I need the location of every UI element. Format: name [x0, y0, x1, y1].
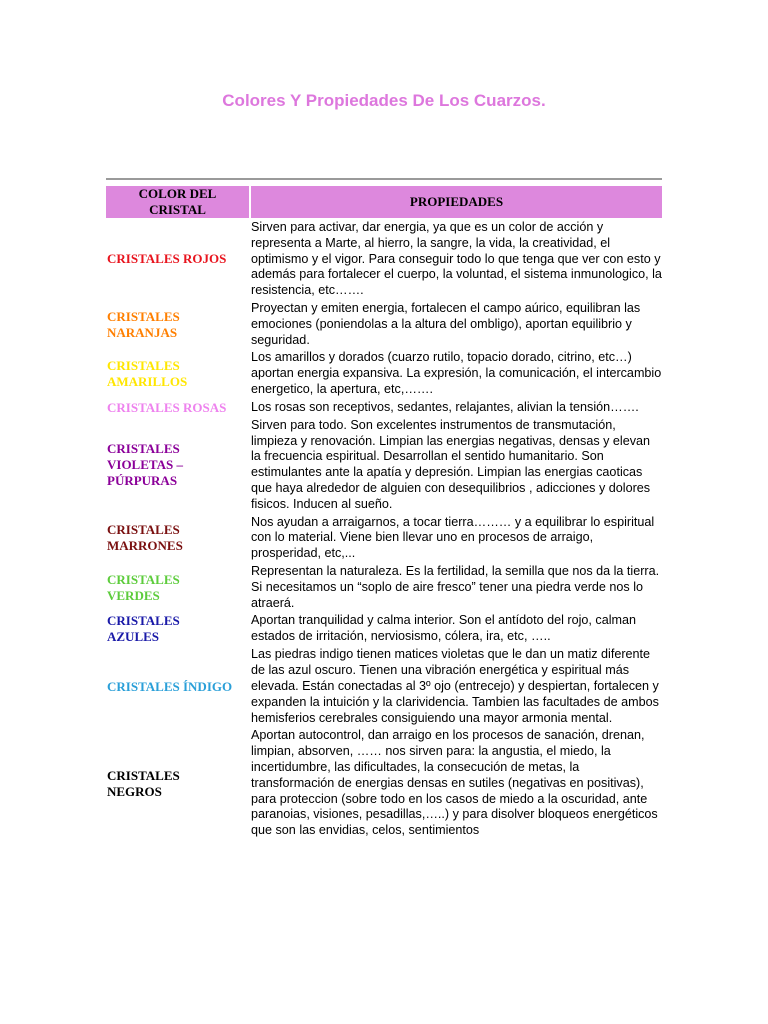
crystal-properties: Los amarillos y dorados (cuarzo rutilo, topacio dorado, citrino, etc…) aportan energia expansiva. La expresión, la comunicación, el intercambio energetico, la apertura, etc,…….	[251, 350, 662, 396]
crystal-properties: Nos ayudan a arraigarnos, a tocar tierra……… y a equilibrar lo espiritual con lo material. Viene bien llevar uno en procesos de arraigo, prosperidad, etc,...	[251, 514, 655, 561]
crystal-color-name: CRISTALES AMARILLOS	[107, 358, 188, 390]
crystal-color-name: CRISTALES VERDES	[107, 571, 180, 603]
crystal-properties: Proyectan y emiten energia, fortalecen el campo aúrico, equilibran las emociones (poniendolas a la altura del ombligo), aportan equilibrio y seguridad.	[251, 300, 641, 347]
table-row	[106, 418, 662, 513]
crystal-properties: Representan la naturaleza. Es la fertilidad, la semilla que nos da la tierra. Si necesitamos un “soplo de aire fresco” tener una piedra verde nos lo atraerá.	[251, 563, 660, 610]
crystal-color-name: CRISTALES VIOLETAS – PÚRPURAS	[107, 441, 183, 489]
table-row	[106, 515, 662, 562]
header-color: COLOR DEL CRISTAL	[106, 186, 249, 218]
crystal-properties: Aportan autocontrol, dan arraigo en los procesos de sanación, drenan, limpian, absorven, …… nos sirven para: la angustia, el miedo, la incertidumbre, las dificultades, la consecución de metas, la transformación de energias densas en sutiles (negativas en positivas), para proteccion (sobre todo en los casos de miedo a la oscuridad, ante paranoias, visiones, pesadillas,…..) y para disolver bloqueos energéticos que son las envidias, celos, sentimientos	[251, 728, 658, 838]
table-header-row	[106, 186, 662, 218]
crystal-color-name: CRISTALES NARANJAS	[107, 308, 180, 340]
crystal-color-name: CRISTALES NEGROS	[107, 767, 180, 799]
header-properties: PROPIEDADES	[251, 186, 662, 218]
table-row	[106, 728, 662, 839]
crystal-color-name: CRISTALES AZULES	[107, 613, 180, 645]
table-row	[106, 301, 662, 348]
table-row	[106, 400, 662, 416]
crystal-properties: Las piedras indigo tienen matices violetas que le dan un matiz diferente de las azul oscuro. Tienen una vibración energética y espiritual más elevada. Están conectadas al 3º ojo (entrecejo) y despiertan, fortalecen y expanden la intuición y la clarividencia. Tambien las facultades de ambos hemisferios cerebrales consiguiendo una mayor armonia mental.	[251, 647, 659, 725]
table-row	[106, 613, 662, 645]
table-row	[106, 350, 662, 397]
crystal-color-name: CRISTALES MARRONES	[107, 522, 183, 554]
table-row	[106, 220, 662, 299]
table-row	[106, 647, 662, 726]
crystal-properties: Sirven para activar, dar energia, ya que es un color de acción y representa a Marte, al hierro, la sangre, la vida, la creatividad, el optimismo y el vigor. Para conseguir todo lo que tenga que ver con esto y además para fortalecer el cuerpo, la voluntad, el sistema inmunologico, la resistencia, etc…….	[251, 220, 662, 298]
table-row	[106, 564, 662, 611]
crystal-color-name: CRISTALES ROSAS	[107, 399, 227, 415]
crystal-properties: Sirven para todo. Son excelentes instrumentos de transmutación, limpieza y renovación. Limpian las energias negativas, densas y elevan la frecuencia espiritual. Desarrollan el sentido humanitario. Son estimulantes ante la apatía y depresión. Limpian las energias caoticas que haya alrededor de alguien con desequilibrios , adicciones y dolores fisicos. Inducen al sueño.	[251, 417, 651, 511]
crystal-properties: Aportan tranquilidad y calma interior. Son el antídoto del rojo, calman estados de irritación, nerviosismo, cólera, ira, etc, …..	[251, 613, 637, 644]
crystal-color-name: CRISTALES ÍNDIGO	[107, 678, 233, 694]
horizontal-rule	[106, 178, 662, 180]
crystal-color-name: CRISTALES ROJOS	[107, 251, 227, 267]
crystal-properties: Los rosas son receptivos, sedantes, relajantes, alivian la tensión…….	[251, 399, 639, 414]
crystals-table	[104, 184, 664, 841]
page-title: Colores Y Propiedades De Los Cuarzos.	[222, 91, 546, 110]
